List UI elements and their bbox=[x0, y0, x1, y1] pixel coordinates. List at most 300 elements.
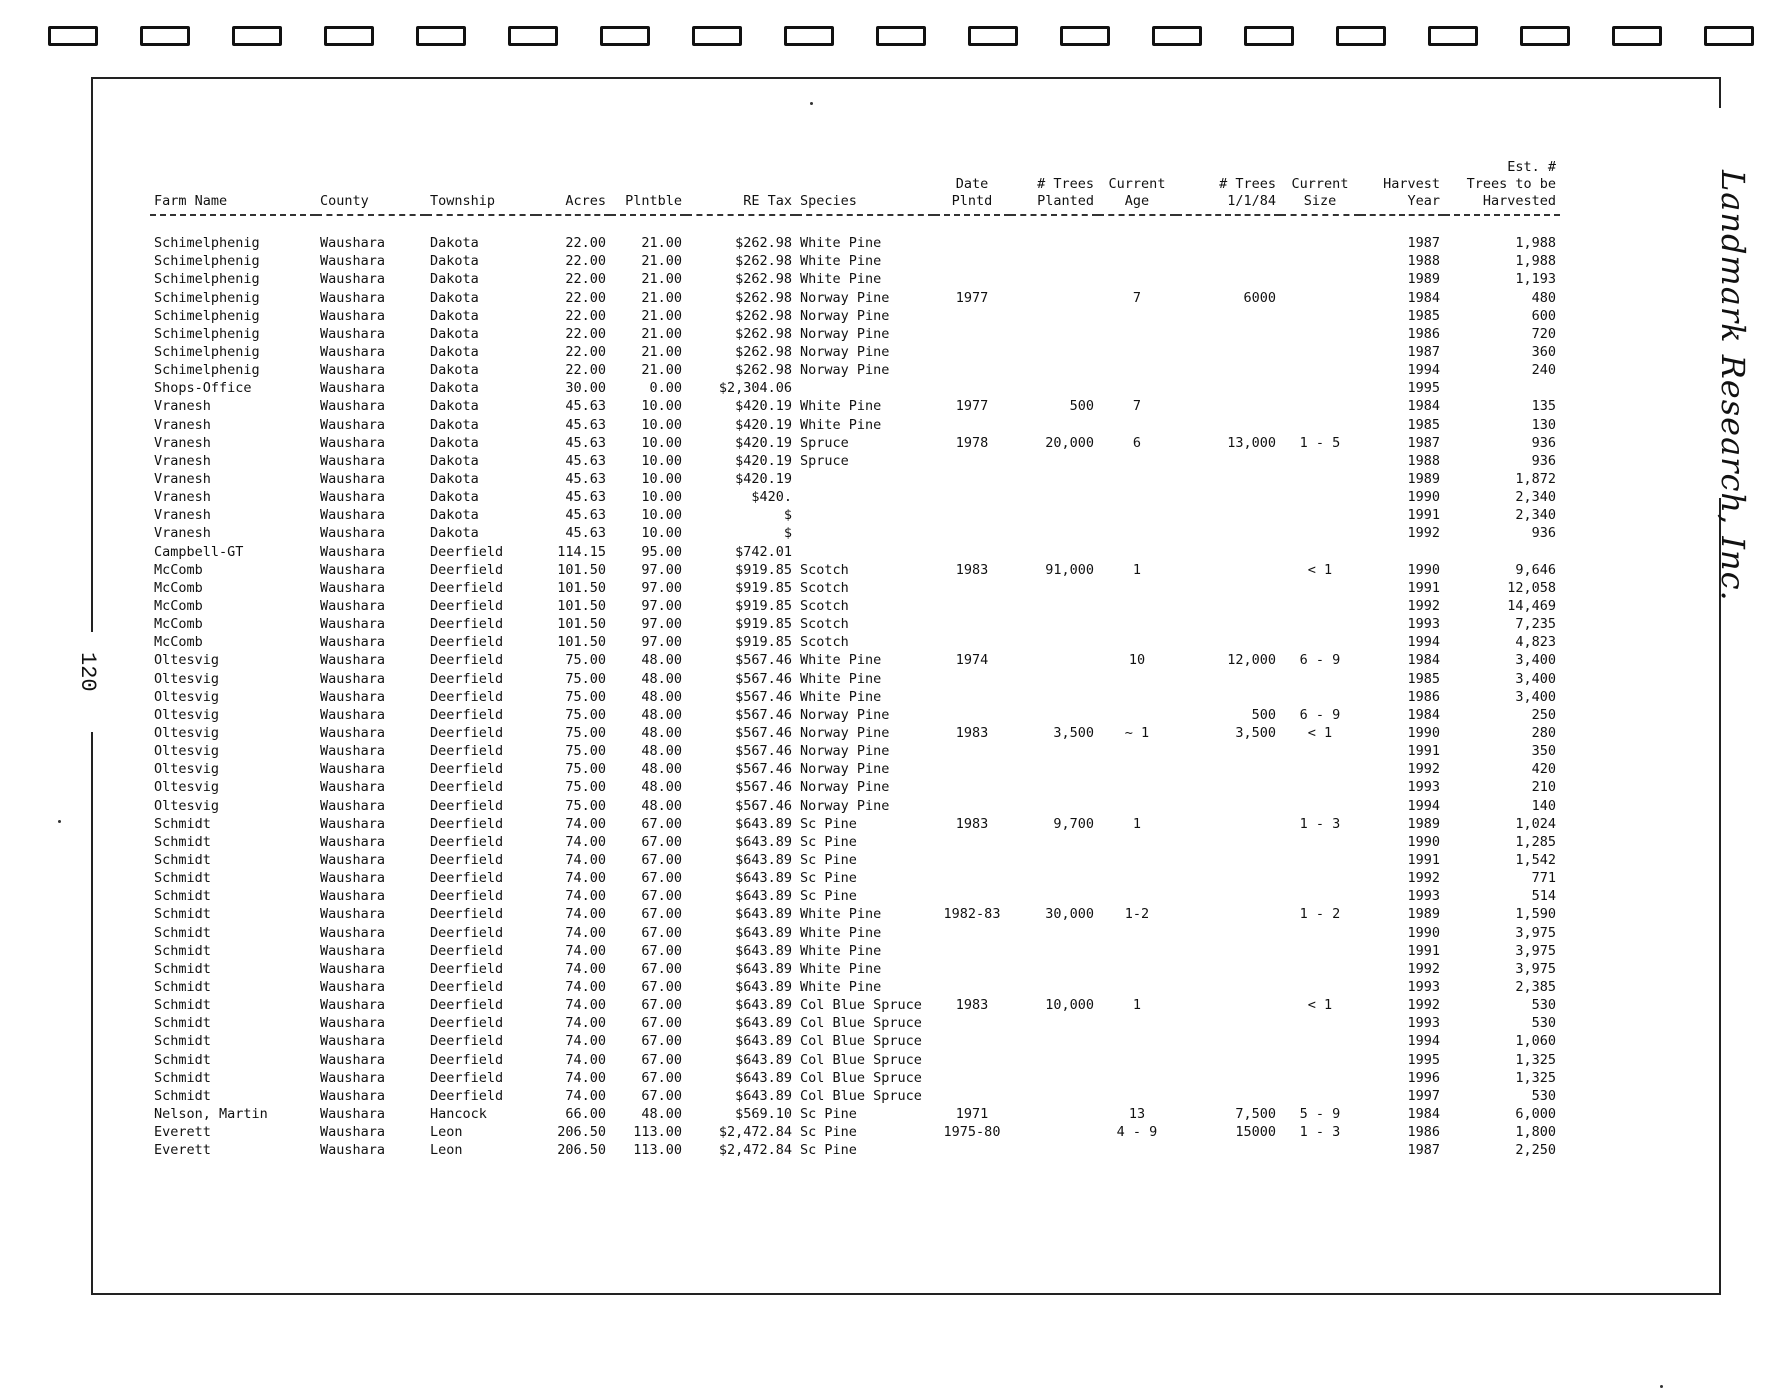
cell-county: Waushara bbox=[320, 325, 386, 342]
cell-township: Deerfield bbox=[430, 543, 504, 560]
cell-township: Deerfield bbox=[430, 1069, 504, 1086]
cell-tax: $262.98 bbox=[735, 325, 792, 342]
cell-size bbox=[1280, 543, 1360, 561]
cell-farm: McComb bbox=[154, 561, 203, 578]
cell-harvest: 1994 bbox=[1407, 634, 1440, 651]
cell-tax: $643.89 bbox=[735, 906, 792, 923]
cell-species: White Pine bbox=[800, 398, 882, 415]
cell-species bbox=[796, 506, 934, 524]
cell-acres: 75.00 bbox=[565, 761, 606, 778]
cell-species: White Pine bbox=[800, 253, 882, 270]
table-row bbox=[150, 887, 1560, 905]
cell-species: Norway Pine bbox=[800, 362, 890, 379]
cell-farm: Everett bbox=[154, 1142, 211, 1159]
cell-tax: $643.89 bbox=[735, 960, 792, 977]
cell-age bbox=[1098, 506, 1176, 524]
cell-county: Waushara bbox=[320, 289, 386, 306]
cell-species: Scotch bbox=[800, 598, 849, 615]
cell-trees84 bbox=[1176, 307, 1280, 325]
cell-trees84 bbox=[1176, 778, 1280, 796]
cell-tax: $567.46 bbox=[735, 652, 792, 669]
cell-harvest: 1987 bbox=[1407, 235, 1440, 252]
cell-est: 3,975 bbox=[1515, 942, 1556, 959]
cell-plntble: 113.00 bbox=[633, 1142, 682, 1159]
cell-farm: Oltesvig bbox=[154, 706, 220, 723]
cell-farm: Schimelphenig bbox=[154, 307, 260, 324]
cell-township: Deerfield bbox=[430, 797, 504, 814]
cell-acres: 74.00 bbox=[565, 1033, 606, 1050]
cell-plntble: 67.00 bbox=[641, 924, 682, 941]
cell-age bbox=[1098, 597, 1176, 615]
binder-hole bbox=[1336, 26, 1386, 46]
cell-age bbox=[1098, 760, 1176, 778]
cell-acres: 45.63 bbox=[565, 489, 606, 506]
cell-age: 10 bbox=[1128, 652, 1146, 669]
binder-hole bbox=[1704, 26, 1754, 46]
cell-planted bbox=[1010, 325, 1098, 343]
cell-county: Waushara bbox=[320, 471, 386, 488]
cell-planted bbox=[1010, 343, 1098, 361]
cell-acres: 30.00 bbox=[565, 380, 606, 397]
cell-plntble: 10.00 bbox=[641, 416, 682, 433]
cell-trees84 bbox=[1176, 1014, 1280, 1032]
cell-age: 7 bbox=[1132, 398, 1142, 415]
cell-date: 1983 bbox=[955, 997, 989, 1014]
cell-tax: $643.89 bbox=[735, 888, 792, 905]
cell-trees84 bbox=[1176, 833, 1280, 851]
cell-trees84 bbox=[1176, 978, 1280, 996]
binder-hole bbox=[416, 26, 466, 46]
cell-plntble: 0.00 bbox=[649, 380, 682, 397]
cell-county: Waushara bbox=[320, 307, 386, 324]
cell-species: Scotch bbox=[800, 634, 849, 651]
cell-plntble: 21.00 bbox=[641, 289, 682, 306]
cell-county: Waushara bbox=[320, 797, 386, 814]
cell-date bbox=[934, 270, 1010, 288]
cell-size bbox=[1280, 978, 1360, 996]
cell-age bbox=[1098, 488, 1176, 506]
cell-farm: Vranesh bbox=[154, 525, 211, 542]
cell-est: 720 bbox=[1531, 325, 1556, 342]
cell-species bbox=[796, 470, 934, 488]
cell-farm: Schmidt bbox=[154, 924, 211, 941]
cell-harvest: 1997 bbox=[1407, 1087, 1440, 1104]
cell-size bbox=[1280, 833, 1360, 851]
cell-age: 4 - 9 bbox=[1116, 1124, 1158, 1141]
cell-acres: 22.00 bbox=[565, 362, 606, 379]
cell-plntble: 67.00 bbox=[641, 997, 682, 1014]
cell-plntble: 10.00 bbox=[641, 398, 682, 415]
cell-planted bbox=[1010, 978, 1098, 996]
binder-hole bbox=[48, 26, 98, 46]
cell-date bbox=[934, 760, 1010, 778]
cell-acres: 74.00 bbox=[565, 870, 606, 887]
cell-est: 771 bbox=[1531, 870, 1556, 887]
table-header-row bbox=[150, 148, 1560, 215]
cell-township: Deerfield bbox=[430, 598, 504, 615]
cell-est: 14,469 bbox=[1507, 598, 1556, 615]
cell-township: Leon bbox=[430, 1142, 463, 1159]
cell-acres: 101.50 bbox=[557, 579, 606, 596]
cell-planted bbox=[1010, 252, 1098, 270]
cell-harvest: 1994 bbox=[1407, 1033, 1440, 1050]
cell-trees84: 3,500 bbox=[1235, 725, 1276, 741]
cell-est: 1,325 bbox=[1515, 1069, 1556, 1086]
cell-age: 1-2 bbox=[1124, 906, 1150, 923]
cell-est: 3,975 bbox=[1515, 960, 1556, 977]
cell-county: Waushara bbox=[320, 833, 386, 850]
cell-date bbox=[934, 307, 1010, 325]
cell-harvest: 1987 bbox=[1407, 1142, 1440, 1159]
cell-tax: $643.89 bbox=[735, 1033, 792, 1050]
table-row bbox=[150, 1123, 1560, 1141]
cell-township: Deerfield bbox=[430, 616, 504, 633]
cell-est: 1,285 bbox=[1515, 833, 1556, 850]
cell-farm: Oltesvig bbox=[154, 688, 220, 705]
cell-date bbox=[934, 470, 1010, 488]
cell-plntble: 21.00 bbox=[641, 362, 682, 379]
cell-acres: 74.00 bbox=[565, 906, 606, 923]
cell-plntble: 21.00 bbox=[641, 307, 682, 324]
cell-farm: Oltesvig bbox=[154, 761, 220, 778]
cell-planted bbox=[1010, 470, 1098, 488]
cell-est: 1,872 bbox=[1515, 471, 1556, 488]
cell-harvest: 1984 bbox=[1407, 1105, 1440, 1122]
table-row bbox=[150, 597, 1560, 615]
cell-township: Dakota bbox=[430, 398, 479, 415]
cell-township: Deerfield bbox=[430, 851, 504, 868]
cell-species: Col Blue Spruce bbox=[800, 1033, 922, 1050]
cell-age: 1 bbox=[1132, 815, 1142, 832]
cell-county: Waushara bbox=[320, 978, 386, 995]
table-row bbox=[150, 724, 1560, 742]
cell-township: Dakota bbox=[430, 489, 479, 506]
cell-acres: 22.00 bbox=[565, 253, 606, 270]
cell-size: 1 - 3 bbox=[1299, 1124, 1341, 1141]
cell-age bbox=[1098, 706, 1176, 724]
cell-farm: Schmidt bbox=[154, 997, 211, 1014]
cell-harvest: 1988 bbox=[1407, 253, 1440, 270]
column-header-plntble: Plntble bbox=[610, 148, 686, 215]
cell-township: Dakota bbox=[430, 289, 479, 306]
cell-plntble: 97.00 bbox=[641, 598, 682, 615]
cell-date bbox=[934, 960, 1010, 978]
cell-county: Waushara bbox=[320, 253, 386, 270]
cell-harvest: 1993 bbox=[1407, 1015, 1440, 1032]
cell-farm: Schmidt bbox=[154, 1069, 211, 1086]
cell-acres: 22.00 bbox=[565, 344, 606, 361]
table-row bbox=[150, 670, 1560, 688]
cell-size bbox=[1280, 488, 1360, 506]
cell-planted bbox=[1010, 307, 1098, 325]
cell-trees84 bbox=[1176, 1087, 1280, 1105]
table-row bbox=[150, 1069, 1560, 1087]
cell-size bbox=[1280, 343, 1360, 361]
cell-township: Dakota bbox=[430, 507, 479, 524]
cell-est: 1,024 bbox=[1515, 815, 1556, 832]
cell-date: 1974 bbox=[955, 652, 989, 669]
table-row bbox=[150, 905, 1560, 923]
cell-harvest: 1987 bbox=[1407, 434, 1440, 451]
cell-date bbox=[934, 452, 1010, 470]
cell-species: Sc Pine bbox=[800, 815, 857, 832]
cell-farm: Vranesh bbox=[154, 416, 211, 433]
cell-est: 1,325 bbox=[1515, 1051, 1556, 1068]
cell-tax: $420.19 bbox=[735, 471, 792, 488]
cell-farm: Schimelphenig bbox=[154, 362, 260, 379]
cell-size bbox=[1280, 361, 1360, 379]
cell-township: Deerfield bbox=[430, 870, 504, 887]
cell-trees84 bbox=[1176, 270, 1280, 288]
cell-trees84 bbox=[1176, 470, 1280, 488]
cell-farm: Schmidt bbox=[154, 942, 211, 959]
cell-county: Waushara bbox=[320, 743, 386, 760]
cell-acres: 206.50 bbox=[557, 1124, 606, 1141]
cell-est: 1,988 bbox=[1515, 235, 1556, 252]
table-row bbox=[150, 615, 1560, 633]
cell-farm: Nelson, Martin bbox=[154, 1105, 268, 1122]
cell-species: Norway Pine bbox=[800, 725, 890, 741]
cell-township: Deerfield bbox=[430, 1015, 504, 1032]
cell-species: Norway Pine bbox=[800, 779, 890, 796]
cell-acres: 45.63 bbox=[565, 434, 606, 451]
cell-age bbox=[1098, 887, 1176, 905]
cell-township: Deerfield bbox=[430, 1033, 504, 1050]
cell-date bbox=[934, 1141, 1010, 1159]
cell-species: White Pine bbox=[800, 960, 882, 977]
cell-size bbox=[1280, 1069, 1360, 1087]
cell-acres: 66.00 bbox=[565, 1105, 606, 1122]
cell-trees84 bbox=[1176, 1141, 1280, 1159]
cell-tax: $643.89 bbox=[735, 978, 792, 995]
speck bbox=[58, 820, 61, 823]
cell-species bbox=[796, 379, 934, 397]
cell-date bbox=[934, 923, 1010, 941]
cell-harvest: 1993 bbox=[1407, 616, 1440, 633]
binder-hole bbox=[1152, 26, 1202, 46]
table-row bbox=[150, 633, 1560, 651]
cell-planted bbox=[1010, 778, 1098, 796]
cell-farm: Oltesvig bbox=[154, 797, 220, 814]
cell-harvest: 1992 bbox=[1407, 761, 1440, 778]
cell-plntble: 67.00 bbox=[641, 815, 682, 832]
table-row bbox=[150, 815, 1560, 833]
cell-species: Scotch bbox=[800, 579, 849, 596]
cell-plntble: 67.00 bbox=[641, 978, 682, 995]
cell-planted bbox=[1010, 688, 1098, 706]
cell-planted bbox=[1010, 543, 1098, 561]
cell-size bbox=[1280, 923, 1360, 941]
cell-date bbox=[934, 361, 1010, 379]
table-row bbox=[150, 960, 1560, 978]
cell-harvest: 1991 bbox=[1407, 579, 1440, 596]
cell-township: Deerfield bbox=[430, 579, 504, 596]
cell-trees84: 15000 bbox=[1235, 1124, 1276, 1141]
column-header-trees84: # Trees 1/1/84 bbox=[1176, 148, 1280, 215]
cell-date bbox=[934, 379, 1010, 397]
cell-township: Deerfield bbox=[430, 761, 504, 778]
cell-farm: Schmidt bbox=[154, 833, 211, 850]
cell-county: Waushara bbox=[320, 870, 386, 887]
cell-acres: 22.00 bbox=[565, 235, 606, 252]
cell-plntble: 113.00 bbox=[633, 1124, 682, 1141]
cell-plntble: 67.00 bbox=[641, 1069, 682, 1086]
cell-species: Sc Pine bbox=[800, 1142, 857, 1159]
cell-age bbox=[1098, 234, 1176, 252]
cell-planted bbox=[1010, 706, 1098, 724]
cell-plntble: 67.00 bbox=[641, 1015, 682, 1032]
table-row bbox=[150, 397, 1560, 415]
cell-tax: $643.89 bbox=[735, 942, 792, 959]
cell-species: Norway Pine bbox=[800, 761, 890, 778]
cell-trees84 bbox=[1176, 561, 1280, 579]
table-row bbox=[150, 488, 1560, 506]
cell-trees84 bbox=[1176, 325, 1280, 343]
cell-harvest: 1991 bbox=[1407, 851, 1440, 868]
cell-species: Norway Pine bbox=[800, 344, 890, 361]
cell-planted bbox=[1010, 270, 1098, 288]
cell-age bbox=[1098, 742, 1176, 760]
cell-age bbox=[1098, 524, 1176, 542]
cell-size bbox=[1280, 597, 1360, 615]
cell-planted bbox=[1010, 524, 1098, 542]
cell-est: 130 bbox=[1531, 416, 1556, 433]
cell-date bbox=[934, 742, 1010, 760]
cell-est: 480 bbox=[1531, 289, 1556, 306]
cell-age: 1 bbox=[1132, 561, 1142, 578]
cell-acres: 75.00 bbox=[565, 743, 606, 760]
cell-size bbox=[1280, 869, 1360, 887]
cell-age bbox=[1098, 833, 1176, 851]
cell-county: Waushara bbox=[320, 851, 386, 868]
cell-est: 3,400 bbox=[1515, 688, 1556, 705]
table-row bbox=[150, 361, 1560, 379]
cell-township: Dakota bbox=[430, 271, 479, 288]
cell-size bbox=[1280, 778, 1360, 796]
cell-farm: Schmidt bbox=[154, 906, 211, 923]
cell-est: 360 bbox=[1531, 344, 1556, 361]
cell-farm: Schimelphenig bbox=[154, 271, 260, 288]
cell-county: Waushara bbox=[320, 1105, 386, 1122]
cell-harvest: 1985 bbox=[1407, 416, 1440, 433]
cell-species: Col Blue Spruce bbox=[800, 1087, 922, 1104]
cell-date: 1975-80 bbox=[943, 1124, 1001, 1141]
cell-size bbox=[1280, 289, 1360, 307]
cell-trees84 bbox=[1176, 905, 1280, 923]
cell-size bbox=[1280, 615, 1360, 633]
cell-county: Waushara bbox=[320, 688, 386, 705]
table-row bbox=[150, 307, 1560, 325]
cell-date bbox=[934, 670, 1010, 688]
cell-est: 7,235 bbox=[1515, 616, 1556, 633]
cell-planted: 500 bbox=[1069, 398, 1094, 415]
cell-plntble: 95.00 bbox=[641, 543, 682, 560]
cell-size bbox=[1280, 670, 1360, 688]
cell-species: White Pine bbox=[800, 416, 882, 433]
column-header-acres: Acres bbox=[536, 148, 610, 215]
cell-date bbox=[934, 416, 1010, 434]
cell-trees84 bbox=[1176, 488, 1280, 506]
cell-size bbox=[1280, 1032, 1360, 1050]
cell-tax: $567.46 bbox=[735, 706, 792, 723]
cell-tax: $567.46 bbox=[735, 670, 792, 687]
cell-species: Col Blue Spruce bbox=[800, 1069, 922, 1086]
cell-acres: 74.00 bbox=[565, 1015, 606, 1032]
cell-township: Deerfield bbox=[430, 561, 504, 578]
cell-date bbox=[934, 1069, 1010, 1087]
binder-hole bbox=[1520, 26, 1570, 46]
cell-planted bbox=[1010, 1105, 1098, 1123]
cell-species: Sc Pine bbox=[800, 833, 857, 850]
cell-acres: 74.00 bbox=[565, 942, 606, 959]
cell-age bbox=[1098, 470, 1176, 488]
cell-farm: McComb bbox=[154, 634, 203, 651]
cell-age bbox=[1098, 869, 1176, 887]
cell-township: Deerfield bbox=[430, 1087, 504, 1104]
cell-tax: $643.89 bbox=[735, 833, 792, 850]
cell-size bbox=[1280, 1141, 1360, 1159]
cell-acres: 74.00 bbox=[565, 997, 606, 1014]
cell-age bbox=[1098, 252, 1176, 270]
table-row bbox=[150, 343, 1560, 361]
cell-est: 2,340 bbox=[1515, 489, 1556, 506]
cell-tax: $919.85 bbox=[735, 634, 792, 651]
cell-trees84: 7,500 bbox=[1235, 1105, 1276, 1122]
cell-township: Dakota bbox=[430, 380, 479, 397]
cell-date bbox=[934, 488, 1010, 506]
cell-county: Waushara bbox=[320, 398, 386, 415]
table-row bbox=[150, 1050, 1560, 1068]
cell-plntble: 10.00 bbox=[641, 525, 682, 542]
page-number: 120 bbox=[75, 652, 100, 692]
cell-county: Waushara bbox=[320, 235, 386, 252]
cell-county: Waushara bbox=[320, 761, 386, 778]
column-header-date: Date Plntd bbox=[934, 148, 1010, 215]
cell-tax: $567.46 bbox=[735, 797, 792, 814]
cell-township: Dakota bbox=[430, 235, 479, 252]
cell-age bbox=[1098, 688, 1176, 706]
cell-plntble: 67.00 bbox=[641, 1033, 682, 1050]
cell-age bbox=[1098, 851, 1176, 869]
cell-size bbox=[1280, 252, 1360, 270]
cell-township: Deerfield bbox=[430, 779, 504, 796]
cell-trees84 bbox=[1176, 543, 1280, 561]
cell-county: Waushara bbox=[320, 906, 386, 923]
cell-species: Col Blue Spruce bbox=[800, 997, 922, 1014]
cell-acres: 75.00 bbox=[565, 652, 606, 669]
column-header-tax: RE Tax bbox=[686, 148, 796, 215]
table-row bbox=[150, 760, 1560, 778]
cell-farm: Schimelphenig bbox=[154, 344, 260, 361]
table-row bbox=[150, 797, 1560, 815]
cell-farm: Schmidt bbox=[154, 870, 211, 887]
cell-planted bbox=[1010, 1123, 1098, 1141]
column-header-farm: Farm Name bbox=[150, 148, 316, 215]
cell-county: Waushara bbox=[320, 1142, 386, 1159]
cell-plntble: 48.00 bbox=[641, 797, 682, 814]
cell-tax: $643.89 bbox=[735, 851, 792, 868]
cell-size: 1 - 5 bbox=[1299, 434, 1341, 451]
cell-date bbox=[934, 887, 1010, 905]
cell-farm: Schmidt bbox=[154, 1087, 211, 1104]
binder-hole bbox=[600, 26, 650, 46]
cell-acres: 74.00 bbox=[565, 833, 606, 850]
cell-county: Waushara bbox=[320, 1051, 386, 1068]
cell-township: Deerfield bbox=[430, 960, 504, 977]
cell-est: 6,000 bbox=[1515, 1105, 1556, 1122]
cell-date bbox=[934, 1087, 1010, 1105]
cell-est: 1,193 bbox=[1515, 271, 1556, 288]
